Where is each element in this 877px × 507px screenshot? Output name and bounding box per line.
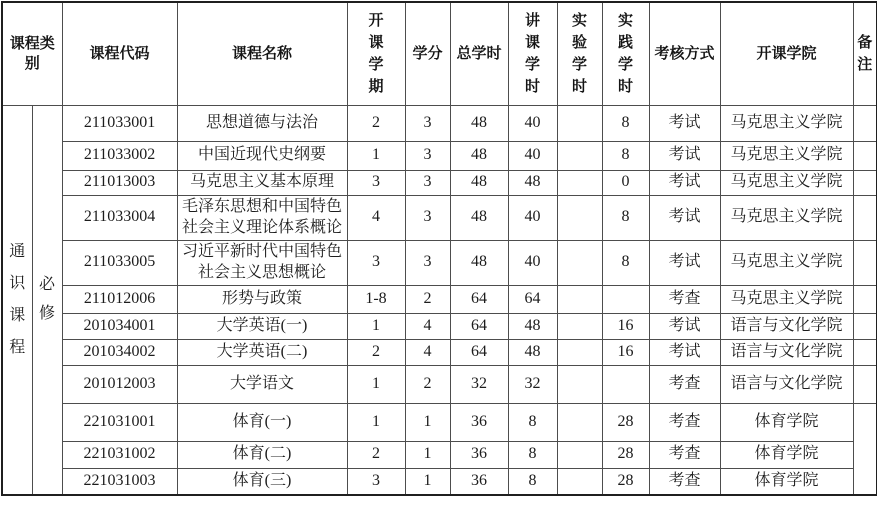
- header-note: 备注: [853, 2, 877, 105]
- cell-term: 4: [347, 195, 405, 240]
- cell-college: 马克思主义学院: [720, 195, 853, 240]
- cell-experiment-hours: [557, 141, 602, 170]
- cell-experiment-hours: [557, 240, 602, 285]
- cell-note: [853, 105, 877, 141]
- table-row: [2, 339, 877, 365]
- cell-course-code: 211033001: [62, 105, 177, 141]
- header-course-code: 课程代码: [62, 2, 177, 105]
- cell-assessment: 考试: [649, 339, 720, 365]
- course-plan-table: [1, 1, 877, 496]
- cell-term: 1: [347, 403, 405, 441]
- cell-college: 体育学院: [720, 403, 853, 441]
- cell-total-hours: 36: [450, 441, 508, 468]
- cell-college: 语言与文化学院: [720, 365, 853, 403]
- table-row: [2, 170, 877, 195]
- cell-course-code: 211013003: [62, 170, 177, 195]
- cell-course-code: 211033002: [62, 141, 177, 170]
- header-course-name: 课程名称: [177, 2, 347, 105]
- header-practice-hours: 实践学时: [602, 2, 649, 105]
- cell-practice-hours: 8: [602, 240, 649, 285]
- cell-lecture-hours: 40: [508, 195, 557, 240]
- cell-course-name: 大学英语(一): [177, 313, 347, 339]
- cell-course-name: 大学语文: [177, 365, 347, 403]
- cell-term: 2: [347, 105, 405, 141]
- cell-credits: 3: [405, 195, 450, 240]
- header-experiment-hours: 实验学时: [557, 2, 602, 105]
- cell-total-hours: 64: [450, 313, 508, 339]
- header-college: 开课学院: [720, 2, 853, 105]
- cell-course-name: 体育(三): [177, 468, 347, 495]
- cell-term: 2: [347, 441, 405, 468]
- cell-total-hours: 48: [450, 240, 508, 285]
- cell-course-name: 大学英语(二): [177, 339, 347, 365]
- cell-assessment: 考查: [649, 403, 720, 441]
- cell-lecture-hours: 48: [508, 339, 557, 365]
- cell-experiment-hours: [557, 441, 602, 468]
- cell-note: [853, 240, 877, 285]
- cell-practice-hours: 8: [602, 141, 649, 170]
- cell-course-name: 习近平新时代中国特色社会主义思想概论: [177, 240, 347, 285]
- cell-lecture-hours: 64: [508, 285, 557, 313]
- cell-credits: 3: [405, 141, 450, 170]
- cell-total-hours: 48: [450, 141, 508, 170]
- cell-course-code: 211012006: [62, 285, 177, 313]
- table-row: [2, 441, 877, 468]
- cell-assessment: 考试: [649, 240, 720, 285]
- cell-college: 体育学院: [720, 441, 853, 468]
- header-term: 开课学期: [347, 2, 405, 105]
- cell-total-hours: 48: [450, 170, 508, 195]
- cell-college: 语言与文化学院: [720, 339, 853, 365]
- header-row: [2, 2, 877, 105]
- cell-practice-hours: 28: [602, 403, 649, 441]
- cell-experiment-hours: [557, 403, 602, 441]
- cell-practice-hours: [602, 285, 649, 313]
- cell-practice-hours: 0: [602, 170, 649, 195]
- cell-credits: 2: [405, 285, 450, 313]
- cell-note: [853, 313, 877, 339]
- cell-note: [853, 141, 877, 170]
- cell-lecture-hours: 48: [508, 313, 557, 339]
- cell-experiment-hours: [557, 105, 602, 141]
- cell-practice-hours: 28: [602, 468, 649, 495]
- cell-lecture-hours: 32: [508, 365, 557, 403]
- cell-term: 2: [347, 339, 405, 365]
- header-lecture-hours: 讲课学时: [508, 2, 557, 105]
- cell-practice-hours: 16: [602, 339, 649, 365]
- cell-course-code: 211033005: [62, 240, 177, 285]
- cell-note: [853, 365, 877, 403]
- cell-credits: 2: [405, 365, 450, 403]
- cell-practice-hours: 28: [602, 441, 649, 468]
- cell-note: [853, 195, 877, 240]
- cell-assessment: 考试: [649, 313, 720, 339]
- cell-credits: 4: [405, 313, 450, 339]
- cell-lecture-hours: 8: [508, 441, 557, 468]
- cell-experiment-hours: [557, 313, 602, 339]
- cell-experiment-hours: [557, 365, 602, 403]
- cell-lecture-hours: 40: [508, 240, 557, 285]
- cell-total-hours: 64: [450, 339, 508, 365]
- cell-assessment: 考试: [649, 141, 720, 170]
- cell-credits: 1: [405, 403, 450, 441]
- table-row: [2, 285, 877, 313]
- cell-practice-hours: 8: [602, 105, 649, 141]
- cell-college: 马克思主义学院: [720, 105, 853, 141]
- cell-credits: 3: [405, 240, 450, 285]
- table-row: [2, 195, 877, 240]
- table-row: [2, 240, 877, 285]
- table-row: [2, 105, 877, 141]
- table-row: [2, 403, 877, 441]
- cell-lecture-hours: 8: [508, 403, 557, 441]
- header-total-hours: 总学时: [450, 2, 508, 105]
- header-category-label: 课程类别: [9, 34, 55, 72]
- cell-assessment: 考试: [649, 195, 720, 240]
- cell-term: 1: [347, 141, 405, 170]
- cell-course-code: 221031002: [62, 441, 177, 468]
- cell-practice-hours: 8: [602, 195, 649, 240]
- cell-lecture-hours: 48: [508, 170, 557, 195]
- cell-college: 马克思主义学院: [720, 285, 853, 313]
- cell-course-code: 201034002: [62, 339, 177, 365]
- cell-course-name: 马克思主义基本原理: [177, 170, 347, 195]
- cell-term: 1-8: [347, 285, 405, 313]
- cell-total-hours: 48: [450, 195, 508, 240]
- cell-college: 马克思主义学院: [720, 170, 853, 195]
- cell-note: [853, 170, 877, 195]
- cell-assessment: 考试: [649, 170, 720, 195]
- cell-course-name: 体育(一): [177, 403, 347, 441]
- cell-lecture-hours: 40: [508, 141, 557, 170]
- cell-experiment-hours: [557, 195, 602, 240]
- cell-credits: 3: [405, 105, 450, 141]
- cell-term: 1: [347, 313, 405, 339]
- cell-term: 1: [347, 365, 405, 403]
- cell-term: 3: [347, 468, 405, 495]
- header-credits: 学分: [405, 2, 450, 105]
- cell-lecture-hours: 40: [508, 105, 557, 141]
- cell-course-name: 毛泽东思想和中国特色社会主义理论体系概论: [177, 195, 347, 240]
- cell-assessment: 考试: [649, 105, 720, 141]
- cell-course-name: 思想道德与法治: [177, 105, 347, 141]
- cell-experiment-hours: [557, 285, 602, 313]
- cell-course-code: 201012003: [62, 365, 177, 403]
- cell-course-code: 201034001: [62, 313, 177, 339]
- cell-college: 马克思主义学院: [720, 240, 853, 285]
- cell-note-merged: [853, 403, 877, 495]
- cell-total-hours: 36: [450, 403, 508, 441]
- cell-course-code: 221031001: [62, 403, 177, 441]
- cell-category-sub: 必修: [32, 105, 62, 495]
- cell-lecture-hours: 8: [508, 468, 557, 495]
- cell-course-name: 形势与政策: [177, 285, 347, 313]
- cell-experiment-hours: [557, 170, 602, 195]
- cell-term: 3: [347, 240, 405, 285]
- cell-experiment-hours: [557, 468, 602, 495]
- cell-total-hours: 48: [450, 105, 508, 141]
- table-row: [2, 141, 877, 170]
- table-row: [2, 365, 877, 403]
- cell-course-name: 体育(二): [177, 441, 347, 468]
- cell-practice-hours: [602, 365, 649, 403]
- cell-total-hours: 36: [450, 468, 508, 495]
- cell-assessment: 考查: [649, 441, 720, 468]
- cell-note: [853, 339, 877, 365]
- cell-college: 体育学院: [720, 468, 853, 495]
- cell-credits: 4: [405, 339, 450, 365]
- table-row: [2, 313, 877, 339]
- cell-assessment: 考查: [649, 365, 720, 403]
- cell-credits: 3: [405, 170, 450, 195]
- cell-total-hours: 32: [450, 365, 508, 403]
- cell-assessment: 考查: [649, 468, 720, 495]
- header-category: [2, 2, 62, 105]
- cell-term: 3: [347, 170, 405, 195]
- cell-college: 马克思主义学院: [720, 141, 853, 170]
- cell-credits: 1: [405, 468, 450, 495]
- cell-total-hours: 64: [450, 285, 508, 313]
- cell-note: [853, 285, 877, 313]
- cell-assessment: 考查: [649, 285, 720, 313]
- cell-credits: 1: [405, 441, 450, 468]
- table-row: [2, 468, 877, 495]
- cell-course-name: 中国近现代史纲要: [177, 141, 347, 170]
- cell-course-code: 221031003: [62, 468, 177, 495]
- cell-college: 语言与文化学院: [720, 313, 853, 339]
- cell-practice-hours: 16: [602, 313, 649, 339]
- header-assessment: 考核方式: [649, 2, 720, 105]
- cell-course-code: 211033004: [62, 195, 177, 240]
- cell-experiment-hours: [557, 339, 602, 365]
- cell-category-main: 通识课程: [2, 105, 32, 495]
